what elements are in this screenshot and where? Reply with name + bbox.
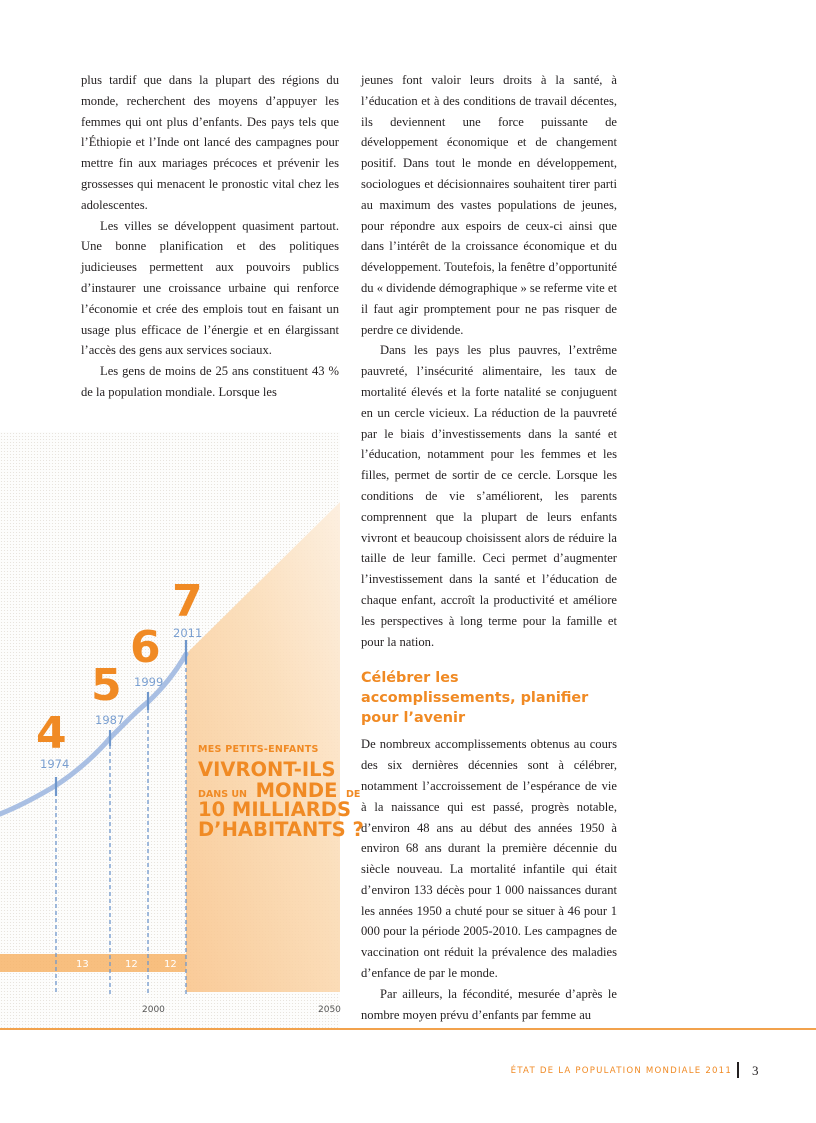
- axis-label-2000: 2000: [142, 1005, 165, 1015]
- interval-label-1: 13: [76, 959, 89, 970]
- footer-divider: [737, 1062, 739, 1078]
- right-text-column: [361, 70, 617, 1025]
- right-paragraph-1: jeunes font valoir leurs droits à la santé, à l’éducation et à des conditions de travail décentes, ils deviennent une force puissante de développement économique et de changement positif. Dans tout le monde en développement, sociologues et décisionnaires souhaitent tirer parti au maximum des vastes populations de jeunes, pour répondre aux espoirs de ceux-ci ainsi que dans l’intérêt de la croissance économique et du développement. Toutefois, la fenêtre d’opportunité du « dividende démographique » se referme vite et il faut agir promptement pour ne pas risquer de perdre ce dividende.: [361, 73, 617, 337]
- milestone-year-1999: 1999: [134, 675, 164, 689]
- milestone-year-1987: 1987: [95, 713, 125, 727]
- headline-line-2: VIVRONT-ILS: [198, 758, 336, 781]
- interval-band: [0, 954, 186, 972]
- interval-label-3: 12: [164, 959, 177, 970]
- headline-line-5: D’HABITANTS ?: [198, 818, 364, 841]
- right-paragraph-4: Par ailleurs, la fécondité, mesurée d’après le nombre moyen prévu d’enfants par femme au: [361, 986, 617, 1022]
- headline-line-1: MES PETITS-ENFANTS: [198, 744, 319, 755]
- left-text-column: [81, 70, 339, 403]
- interval-label-2: 12: [125, 959, 138, 970]
- axis-label-2050: 2050: [318, 1005, 341, 1015]
- page-number: 3: [752, 1063, 759, 1078]
- milestone-number-7: 7: [172, 576, 203, 627]
- headline-big-word: MONDE: [255, 779, 338, 802]
- population-growth-graphic: [0, 432, 364, 1028]
- left-paragraph-3: Les gens de moins de 25 ans constituent 43 % de la population mondiale. Lorsque les: [81, 364, 339, 399]
- milestone-number-6: 6: [130, 622, 161, 673]
- footer-publication-title: ÉTAT DE LA POPULATION MONDIALE 2011: [510, 1066, 732, 1076]
- milestone-number-5: 5: [91, 660, 122, 711]
- footer-rule: [0, 1028, 816, 1030]
- headline-small-a: DANS UN: [198, 789, 248, 800]
- right-paragraph-2: Dans les pays les plus pauvres, l’extrême pauvreté, l’insécurité alimentaire, les taux de mortalité élevés et la forte natalité se conjuguent en un cercle vicieux. La réduction de la pauvreté par le biais d’investissements dans la santé et l’éducation, notamment pour les femmes et les filles, permet de sortir de ce cercle. Lorsque les conditions de vie s’améliorent, les parents comprennent que la plupart de leurs enfants vivront et beaucoup choisissent alors de réduire la taille de leur famille. Ceci permet d’augmenter l’investissement dans la santé et l’éducation de chaque enfant, accroît la productivité et améliore les perspectives à long terme pour la famille et pour la nation.: [361, 343, 617, 649]
- headline-line-4: 10 MILLIARDS: [198, 798, 352, 821]
- milestone-year-1974: 1974: [40, 757, 70, 771]
- left-paragraph-2: Les villes se développent quasiment partout. Une bonne planification et des politiques judicieuses permettent aux pouvoirs publics d’instaurer une croissance urbaine qui renforce l’économie et crée des emplois tout en faisant un usage plus efficace de l’énergie et en élargissant l’accès des gens aux services sociaux.: [81, 218, 339, 358]
- section-heading: Célébrer les accomplissements, planifier pour l’avenir: [361, 670, 589, 727]
- milestone-number-4: 4: [36, 708, 67, 759]
- right-paragraph-3: De nombreux accomplissements obtenus au cours des six dernières décennies sont à célébrer, notamment l’accroissement de l’espérance de vie à la naissance qui est passé, progrès notable, d’environ 48 ans au début des années 1950 à environ 68 ans durant la première décennie du siècle nouveau. La mortalité infantile qui était d’environ 133 décès pour 1 000 naissances durant les années 1950 a chuté pour se situer à 46 pour 1 000 pour la période 2005-2010. Les campagnes de vaccination ont réduit la prévalence des maladies d’enfance de par le monde.: [361, 737, 617, 981]
- milestone-year-2011: 2011: [173, 626, 203, 640]
- left-paragraph-1: plus tardif que dans la plupart des régions du monde, recherchent des moyens d’appuyer les femmes qui ont plus d’enfants. Des pays tels que l’Éthiopie et l’Inde ont lancé des campagnes pour mettre fin aux mariages précoces et prévenir les grossesses qui menacent le pronostic vital chez les adolescentes.: [81, 73, 339, 212]
- headline-small-b: DE: [345, 789, 361, 800]
